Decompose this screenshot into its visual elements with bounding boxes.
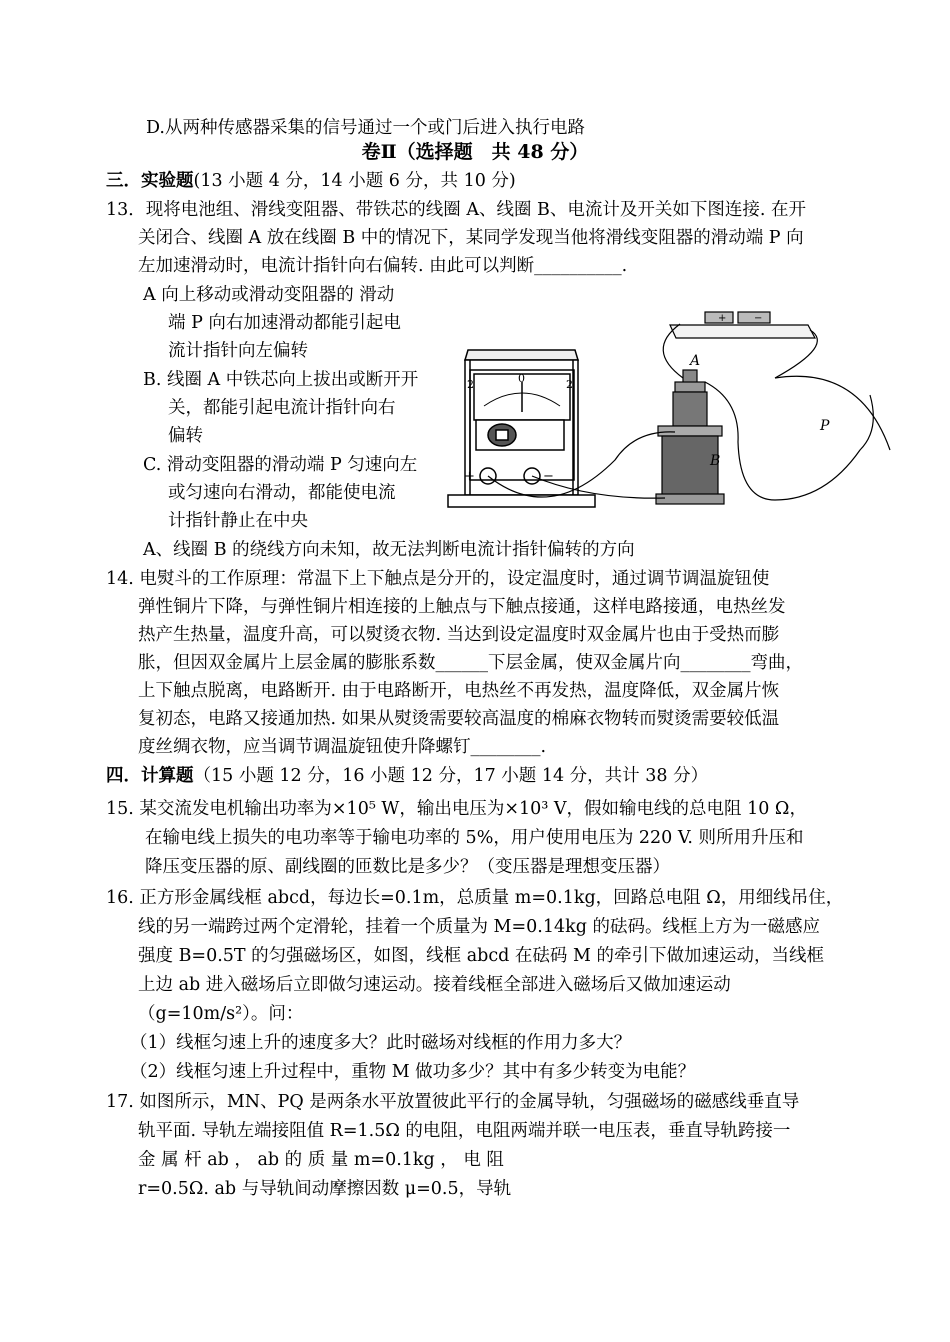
battery-minus-label: − [754,313,763,324]
q15-line-3: 降压变压器的原、副线圈的匝数比是多少？（变压器是理想变压器） [145,857,670,877]
rheostat-p-label: P [820,418,830,434]
q16-subq-1: （1）线框匀速上升的速度多大？此时磁场对线框的作用力多大？ [130,1033,632,1053]
q13-option-c-3: 计指针静止在中央 [168,511,308,531]
coil-assembly [656,370,724,504]
q16-line-4: 上边 ab 进入磁场后立即做匀速运动。接着线框全部进入磁场后又做加速运动 [138,975,731,995]
q13-option-d: A、线圈 B 的绕线方向未知，故无法判断电流计指针偏转的方向 [143,540,635,560]
q14-line-4: 胀，但因双金属片上层金属的膨胀系数______下层金属，使双金属片向________弯曲， [138,653,803,673]
section-four-heading [106,764,708,788]
q13-option-a-3: 流计指针向左偏转 [168,341,308,361]
q13-option-b-1: B. 线圈 A 中铁芯向上拔出或断开开 [143,370,419,390]
scale-left-label: 2 [467,378,474,391]
q14-line-7: 度丝绸衣物，应当调节调温旋钮使升降螺钉________. [138,737,547,757]
battery-switch [670,312,815,338]
q16-line-2: 线的另一端跨过两个定滑轮，挂着一个质量为 M=0.14kg 的砝码。线框上方为一磁感应 [138,917,820,937]
section-three-scoring: (13 小题 4 分，14 小题 6 分，共 10 分) [193,171,516,191]
q13-option-b-2: 关，都能引起电流计指针向右 [168,398,396,418]
section-three-heading [106,169,516,193]
q13-line-2: 关闭合、线圈 A 放在线圈 B 中的情况下，某同学发现当他将滑线变阻器的滑动端 P 向 [138,228,804,248]
q14-line-6: 复初态，电路又接通加热. 如果从熨烫需要较高温度的棉麻衣物转而熨烫需要较低温 [138,709,780,729]
q16-line-1: 16. 正方形金属线框 abcd，每边长=0.1m，总质量 m=0.1kg，回路总电阻 Ω，用细线吊住， [106,888,844,908]
q13-option-c-1: C. 滑动变阻器的滑动端 P 匀速向左 [143,455,418,475]
q13-line-1: 13．现将电池组、滑线变阻器、带铁芯的线圈 A、线圈 B、电流计及开关如下图连接. 在开 [106,200,807,220]
q16-subq-2: （2）线框匀速上升过程中，重物 M 做功多少？其中有多少转变为电能？ [130,1062,696,1082]
scale-mid-label: 0 [518,372,525,385]
q13-line-3: 左加速滑动时，电流计指针向右偏转. 由此可以判断__________. [138,256,628,276]
coil-b-label: B [710,453,721,469]
coil-a-label: A [690,353,701,369]
q13-option-a-1: A 向上移动或滑动变阻器的 滑动 [143,285,395,305]
q16-line-3: 强度 B=0.5T 的匀强磁场区，如图，线框 abcd 在砝码 M 的牵引下做加速运动，当线框 [138,946,824,966]
q17-line-3: 金 属 杆 ab ， ab 的 质 量 m=0.1kg ， 电 阻 [138,1150,504,1170]
q14-line-1: 14. 电熨斗的工作原理：常温下上下触点是分开的，设定温度时，通过调节调温旋钮使 [106,569,770,589]
terminal-plus-label: + [464,469,475,484]
q14-line-2: 弹性铜片下降，与弹性铜片相连接的上触点与下触点接通，这样电路接通，电热丝发 [138,597,786,617]
section-three-label: 三．实验题 [106,171,194,191]
terminal-minus-label: − [543,469,554,484]
q16-line-5: （g=10m/s²）。问： [138,1004,304,1024]
circuit-figure [440,310,910,530]
section-title: 卷Ⅱ（选择题 共 48 分） [361,141,589,163]
q14-line-5: 上下触点脱离，电路断开. 由于电路断开，电热丝不再发热，温度降低，双金属片恢 [138,681,780,701]
q14-line-3: 热产生热量，温度升高，可以熨烫衣物. 当达到设定温度时双金属片也由于受热而膨 [138,625,780,645]
battery-plus-label: + [718,313,727,324]
scale-right-label: 2 [566,378,573,391]
section-four-scoring: （15 小题 12 分，16 小题 12 分，17 小题 14 分，共计 38 分） [193,766,709,786]
q17-line-2: 轨平面. 导轨左端接阻值 R=1.5Ω 的电阻，电阻两端并联一电压表，垂直导轨跨接一 [138,1121,791,1141]
q13-option-c-2: 或匀速向右滑动，都能使电流 [168,483,396,503]
q17-line-1: 17. 如图所示，MN、PQ 是两条水平放置彼此平行的金属导轨，匀强磁场的磁感线垂直导 [106,1092,800,1112]
q17-line-4: r=0.5Ω. ab 与导轨间动摩擦因数 μ=0.5，导轨 [138,1179,512,1199]
option-d-line: D.从两种传感器采集的信号通过一个或门后进入执行电路 [146,118,585,138]
q15-line-1: 15. 某交流发电机输出功率为×10⁵ W，输出电压为×10³ V，假如输电线的总电阻 10 Ω， [106,799,807,819]
q13-option-a-2: 端 P 向右加速滑动都能引起电 [168,313,401,333]
q15-line-2: 在输电线上损失的电功率等于输电功率的 5%，用户使用电压为 220 V. 则所用升压和 [145,828,804,848]
section-four-label: 四．计算题 [106,766,194,786]
q13-option-b-3: 偏转 [168,426,203,446]
